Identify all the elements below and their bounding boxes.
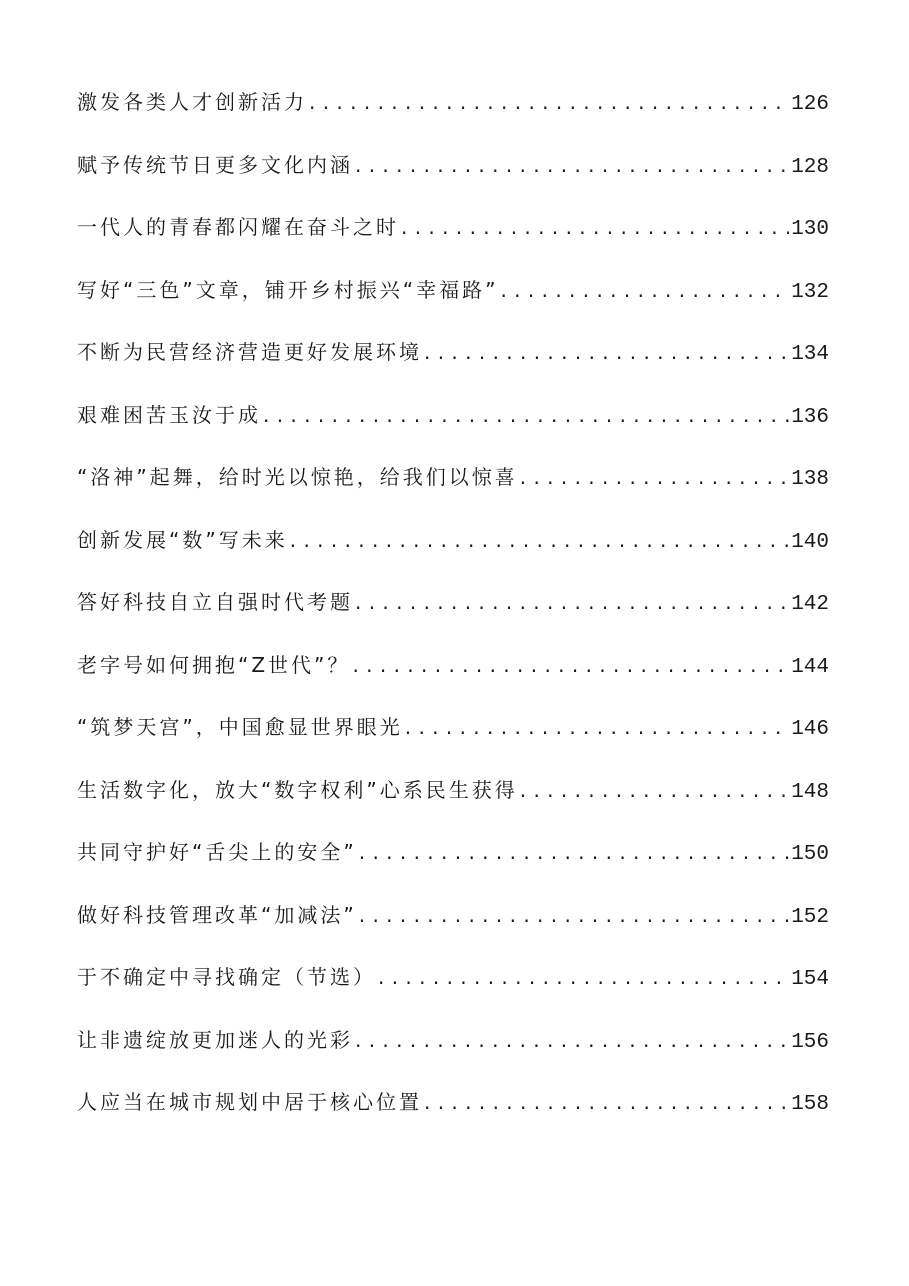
toc-entry[interactable]	[77, 1024, 829, 1087]
toc-entry-page: 126	[791, 93, 829, 116]
toc-entry[interactable]	[77, 1086, 829, 1149]
toc-entry-page: 148	[791, 780, 829, 804]
toc-entry[interactable]	[77, 961, 829, 1024]
toc-dot-leader	[355, 590, 789, 614]
toc-entry-page: 142	[791, 593, 829, 616]
toc-entry-page: 136	[791, 405, 829, 429]
toc-entry-title: 答好科技自立自强时代考题	[77, 590, 353, 614]
toc-entry[interactable]	[77, 649, 829, 712]
toc-dot-leader	[309, 90, 789, 114]
toc-dot-leader	[359, 840, 789, 864]
toc-entry-page: 154	[791, 968, 829, 991]
toc-entry[interactable]	[77, 524, 829, 587]
toc-entry[interactable]	[77, 836, 829, 899]
toc-entry-title: “洛神”起舞，给时光以惊艳，给我们以惊喜	[77, 465, 518, 489]
toc-dot-leader	[378, 965, 789, 989]
toc-entry-page: 150	[791, 843, 829, 866]
toc-dot-leader	[424, 1090, 789, 1114]
toc-dot-leader	[520, 778, 789, 802]
toc-entry-title: 艰难困苦玉汝于成	[77, 402, 261, 427]
toc-entry-title: 让非遗绽放更加迷人的光彩	[77, 1027, 353, 1052]
toc-dot-leader	[355, 153, 789, 177]
toc-entry[interactable]	[77, 399, 829, 462]
toc-entry-page: 144	[791, 655, 829, 679]
toc-entry-title: 不断为民营经济营造更好发展环境	[77, 340, 422, 364]
toc-dot-leader	[405, 715, 789, 739]
toc-dot-leader	[290, 528, 789, 552]
toc-entry-title: 一代人的青春都闪耀在奋斗之时	[77, 215, 399, 239]
toc-dot-leader	[520, 465, 789, 489]
toc-entry[interactable]	[77, 461, 829, 524]
toc-entry-page: 152	[791, 905, 829, 929]
toc-entry-title: 创新发展“数”写未来	[77, 527, 288, 552]
toc-entry-page: 156	[791, 1030, 829, 1054]
toc-entry-page: 140	[791, 530, 829, 554]
toc-entry-title: 共同守护好“舌尖上的安全”	[77, 840, 357, 864]
toc-entry-title: 做好科技管理改革“加减法”	[77, 902, 357, 927]
toc-entry-page: 128	[791, 155, 829, 179]
toc-entry-title: 老字号如何拥抱“Z世代”？	[77, 652, 351, 677]
table-of-contents	[77, 86, 829, 1149]
toc-entry-page: 146	[791, 718, 829, 741]
toc-dot-leader	[263, 403, 789, 427]
toc-entry-title: 赋予传统节日更多文化内涵	[77, 152, 353, 177]
toc-dot-leader	[359, 903, 789, 927]
toc-entry[interactable]	[77, 336, 829, 399]
toc-entry-title: 人应当在城市规划中居于核心位置	[77, 1090, 422, 1114]
toc-entry[interactable]	[77, 586, 829, 649]
toc-entry[interactable]	[77, 274, 829, 337]
toc-entry-page: 138	[791, 468, 829, 491]
toc-dot-leader	[352, 653, 789, 677]
toc-dot-leader	[355, 1028, 789, 1052]
toc-entry-title: 写好“三色”文章，铺开乡村振兴“幸福路”	[77, 277, 499, 302]
toc-entry-page: 134	[791, 343, 829, 366]
toc-entry-page: 132	[791, 280, 829, 304]
toc-entry-title: “筑梦天宫”，中国愈显世界眼光	[77, 715, 403, 739]
toc-entry[interactable]	[77, 774, 829, 837]
toc-dot-leader	[424, 340, 789, 364]
toc-entry-title: 激发各类人才创新活力	[77, 90, 307, 114]
toc-entry-page: 130	[791, 218, 829, 241]
toc-entry[interactable]	[77, 899, 829, 962]
toc-dot-leader	[401, 215, 789, 239]
toc-entry[interactable]	[77, 86, 829, 149]
toc-entry-page: 158	[791, 1093, 829, 1116]
toc-entry[interactable]	[77, 149, 829, 212]
toc-entry[interactable]	[77, 211, 829, 274]
toc-entry-title: 生活数字化，放大“数字权利”心系民生获得	[77, 777, 518, 802]
toc-dot-leader	[500, 278, 789, 302]
toc-entry[interactable]	[77, 711, 829, 774]
toc-entry-title: 于不确定中寻找确定（节选）	[77, 965, 376, 989]
